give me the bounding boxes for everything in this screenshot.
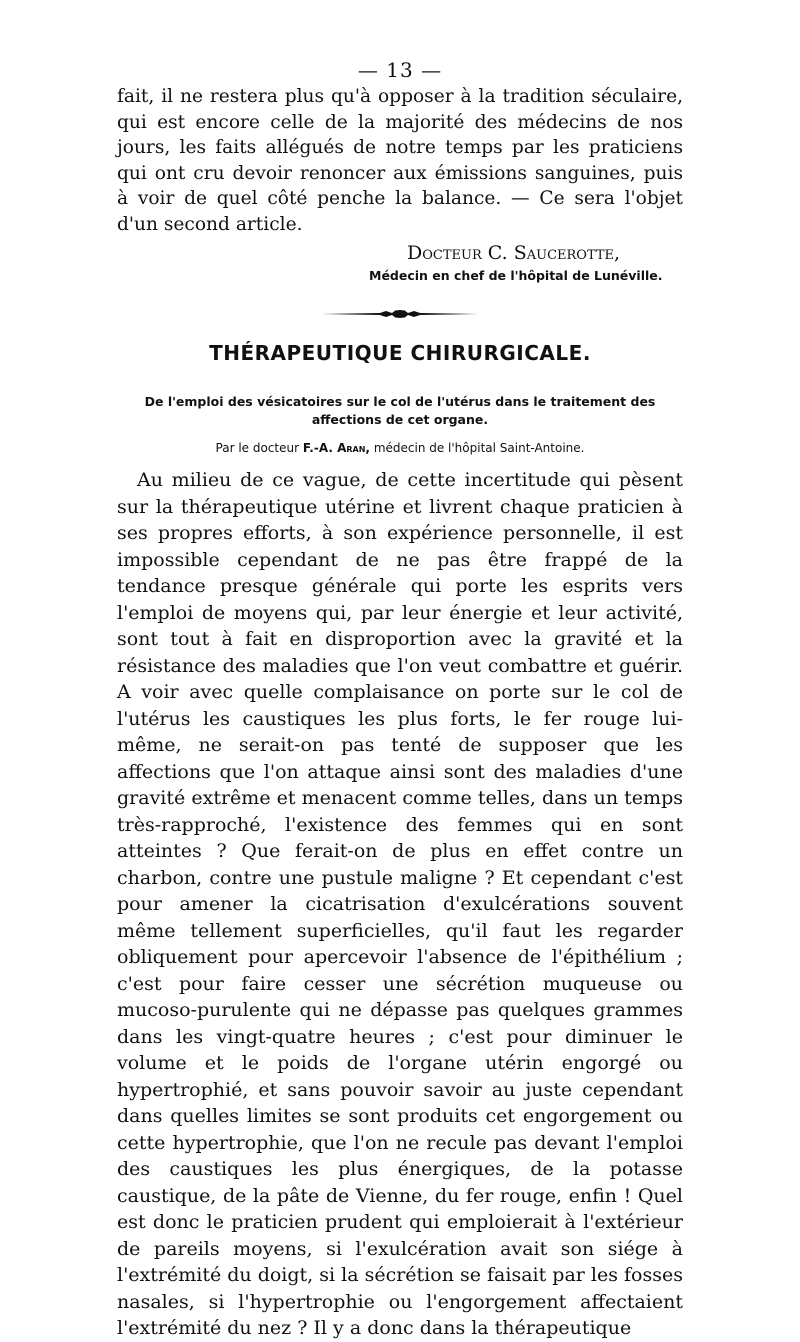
byline-prefix: Par le docteur bbox=[215, 441, 300, 455]
article-body: Au milieu de ce vague, de cette incertitude qui pèsent sur la thérapeutique utérine et livrent chaque praticien à ses propres efforts, à son expérience personnelle, il est impossible cependant de ne pas être frappé de la tendance presque générale qui porte les esprits vers l'emploi de moyens qui, par leur énergie et leur activité, sont tout à fait en disproportion avec la gravité et la résistance des maladies que l'on veut combattre et guérir. A voir avec quelle complaisance on porte sur le col de l'utérus les caustiques les plus forts, le fer rouge lui-même, ne serait-on pas tenté de supposer que les affections que l'on attaque ainsi sont des maladies d'une gravité extrême et menacent comme telles, dans un temps très-rapproché, l'existence des femmes qui en sont atteintes ? Que ferait-on de plus en effet contre un charbon, contre une pustule maligne ? Et cependant c'est pour amener la cicatrisation d'exulcérations souvent même tellement superficielles, qu'il faut les regarder obliquement pour apercevoir l'absence de l'épithélium ; c'est pour faire cesser une sécrétion muqueuse ou mucoso-purulente qui ne dépasse pas quelques grammes dans les vingt-quatre heures ; c'est pour diminuer le volume et le poids de l'organe utérin engorgé ou hypertrophié, et sans pouvoir savoir au juste cependant dans quelles limites se sont produits cet engorgement ou cette hypertrophie, que l'on ne recule pas devant l'emploi des caustiques les plus énergiques, de la potasse caustique, de la pâte de Vienne, du fer rouge, enfin ! Quel est donc le praticien prudent qui emploierait à l'extérieur de pareils moyens, si l'exulcération avait son siége à l'extrémité du doigt, si la sécrétion se faisait par les fosses nasales, si l'hypertrophie ou l'engorgement affectaient l'extrémité du nez ? Il y a donc dans la thérapeutique bbox=[117, 469, 683, 1339]
section-title: THÉRAPEUTIQUE CHIRURGICALE. bbox=[209, 341, 591, 365]
ornament-rule-icon bbox=[320, 307, 480, 321]
article-byline bbox=[117, 441, 683, 455]
article-title: De l'emploi des vésicatoires sur le col de l'utérus dans le traitement des affections de cet organe. bbox=[144, 394, 656, 427]
signature-title: Médecin en chef de l'hôpital de Lunéville. bbox=[369, 268, 663, 283]
intro-paragraph: fait, il ne restera plus qu'à opposer à la tradition séculaire, qui est encore celle de la majorité des médecins de nos jours, les faits allégués de notre temps par les praticiens qui ont cru devoir renoncer aux émissions sanguines, puis à voir de quel côté penche la balance. — Ce sera l'objet d'un second article. bbox=[117, 86, 683, 235]
byline-suffix: médecin de l'hôpital Saint-Antoine. bbox=[373, 441, 585, 455]
book-page bbox=[117, 58, 683, 1342]
page-number: — 13 — bbox=[357, 58, 443, 82]
signature-block bbox=[117, 241, 683, 283]
ornament-divider bbox=[117, 307, 683, 321]
byline-author: F.-A. Aran, bbox=[302, 441, 370, 455]
signature-name: Docteur C. Saucerotte, bbox=[407, 242, 621, 264]
